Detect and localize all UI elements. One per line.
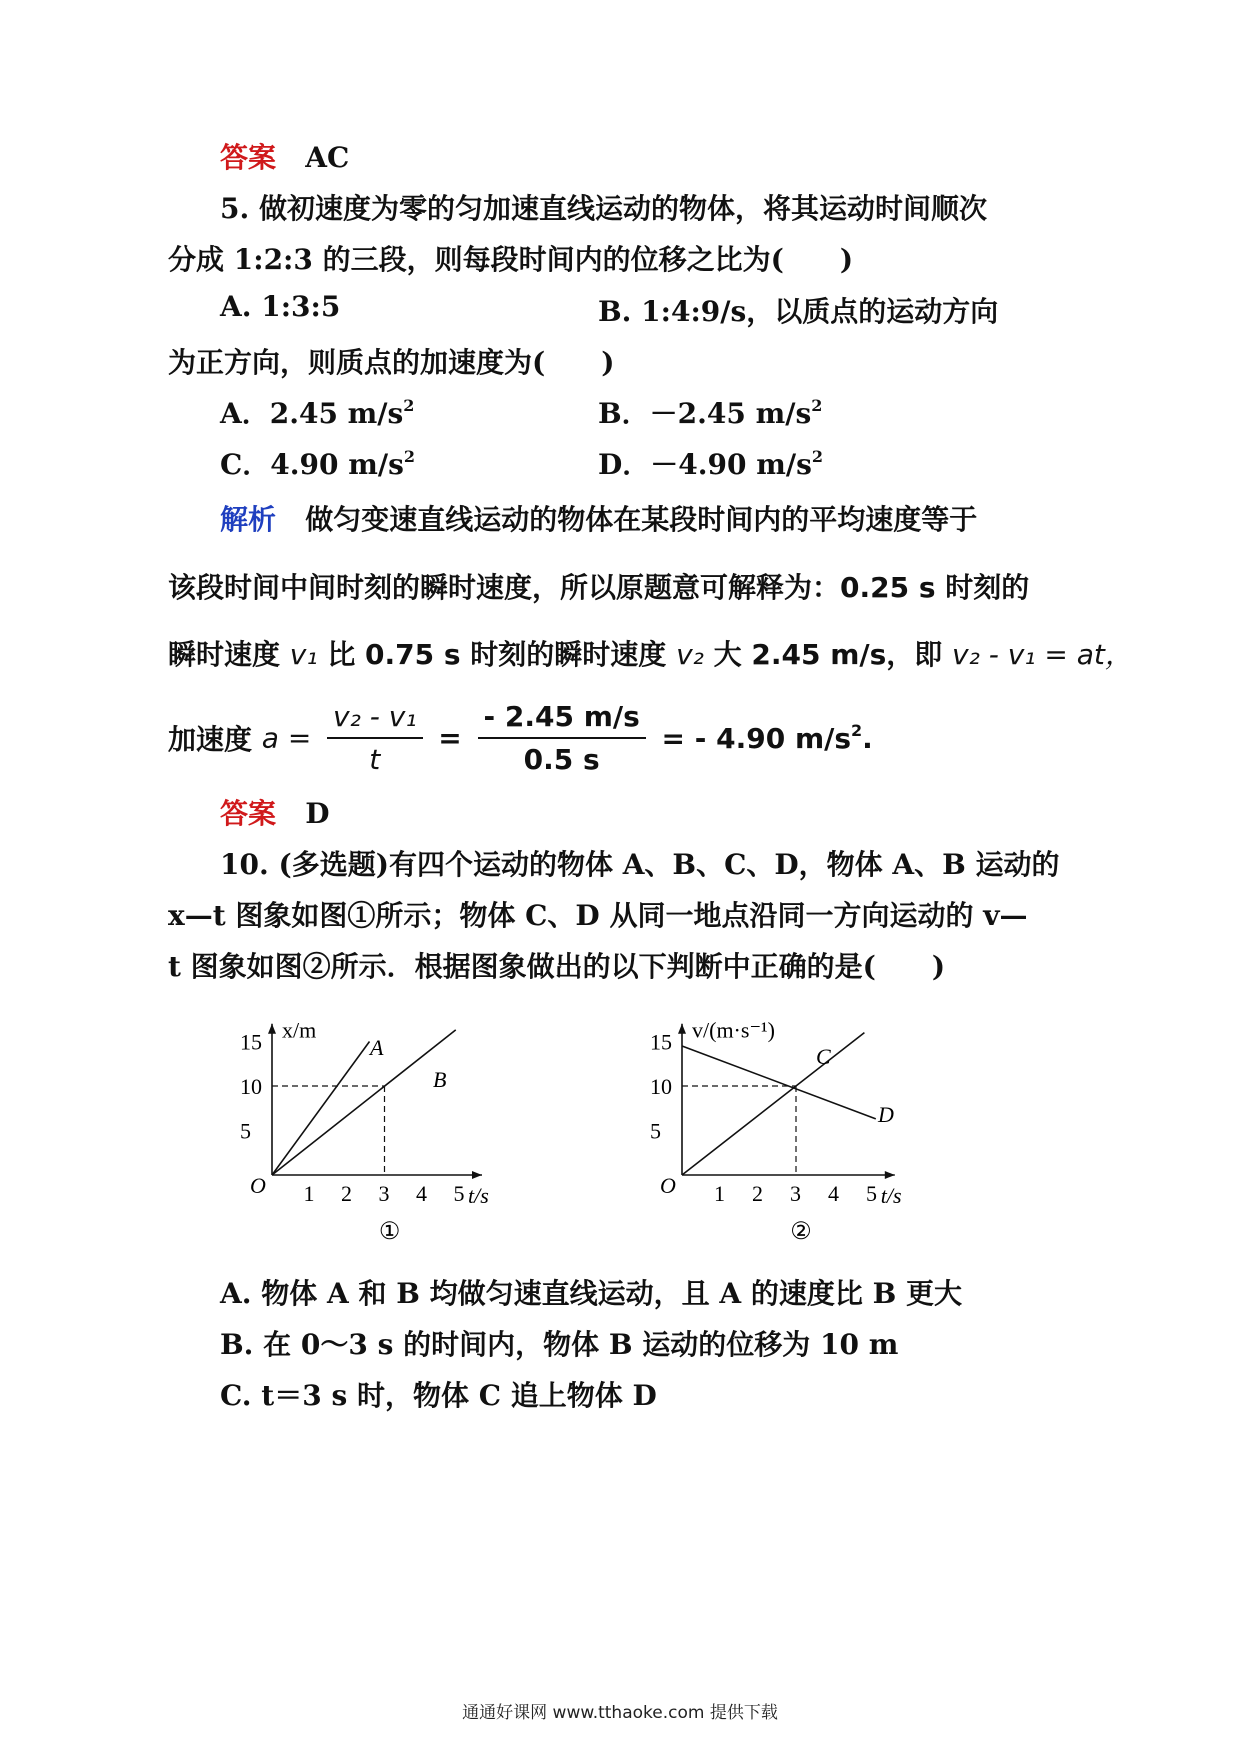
fraction-2: $\frac{- 2.45 m/s}{0.5 s}$	[478, 700, 646, 776]
y-axis-arrow	[268, 1024, 276, 1034]
analysis-label: 解析	[220, 503, 277, 536]
x-tick-label: 1	[303, 1181, 315, 1206]
series-label-a: A	[370, 1035, 384, 1060]
answer-line-top	[220, 136, 349, 176]
y-tick-label: 10	[240, 1074, 262, 1099]
series-line-b	[272, 1030, 456, 1175]
footer-text: 通通好课网 www.tthaoke.com 提供下载	[462, 1703, 778, 1723]
x-tick-label: 2	[341, 1181, 352, 1206]
series-line-a	[272, 1042, 370, 1176]
y-tick-label: 10	[650, 1074, 672, 1099]
chart-vt-graph	[640, 1000, 940, 1255]
q5-option-b: B. 1:4:9/s，以质点的运动方向	[598, 295, 999, 328]
answer-value: D	[305, 797, 330, 830]
series-label-d: D	[878, 1102, 894, 1127]
q5b-option-b: B．－2.45 $m/s^2$	[598, 396, 823, 430]
x-axis-arrow	[472, 1171, 482, 1179]
origin-label: O	[250, 1173, 266, 1198]
chart-caption: ②	[790, 1219, 812, 1245]
x-tick-label: 1	[714, 1181, 725, 1206]
x-axis-label: t/s	[468, 1183, 489, 1208]
q5-line2: 分成 1:2:3 的三段，则每段时间内的位移之比为( )	[168, 243, 854, 276]
x-tick-label: 5	[453, 1181, 465, 1206]
y-tick-label: 15	[240, 1029, 262, 1055]
q10-line1: 10. (多选题)有四个运动的物体 A、B、C、D，物体 A、B 运动的	[220, 848, 1060, 881]
answer-label: 答案	[220, 797, 277, 830]
x-tick-label: 4	[416, 1181, 427, 1206]
chart-caption: ①	[378, 1219, 401, 1245]
x-tick-label: 5	[866, 1181, 877, 1206]
x-tick-label: 2	[752, 1181, 763, 1206]
series-line-d	[682, 1046, 876, 1119]
y-axis-arrow	[678, 1024, 686, 1034]
origin-label: O	[660, 1173, 676, 1198]
analysis-line3: 瞬时速度 v₁ 比 0.75 s 时刻的瞬时速度 v₂ 大 2.45 m/s，即 v₂ - v₁ = at，	[168, 638, 1133, 671]
chart-xt-graph	[230, 1005, 530, 1255]
q5-line-continue: 为正方向，则质点的加速度为( )	[168, 346, 615, 379]
x-tick-label: 3	[378, 1181, 390, 1206]
q5-line1: 5. 做初速度为零的匀加速直线运动的物体，将其运动时间顺次	[220, 192, 987, 225]
y-axis-label: x/m	[282, 1017, 317, 1043]
analysis-line2: 该段时间中间时刻的瞬时速度，所以原题意可解释为：0.25 s 时刻的	[168, 571, 1030, 604]
q10-option-b: B. 在 0～3 s 的时间内，物体 B 运动的位移为 10 m	[220, 1328, 899, 1361]
q10-option-a: A. 物体 A 和 B 均做匀速直线运动，且 A 的速度比 B 更大	[220, 1277, 962, 1310]
q5b-option-d: D．－4.90 $m/s^2$	[598, 447, 823, 481]
q10-option-c: C. t＝3 s 时，物体 C 追上物体 D	[220, 1379, 657, 1412]
y-tick-label: 15	[650, 1029, 672, 1055]
series-label-b: B	[433, 1067, 447, 1092]
answer-line-2	[220, 792, 330, 832]
x-tick-label: 4	[828, 1181, 839, 1206]
q10-line3: t 图象如图②所示．根据图象做出的以下判断中正确的是( )	[168, 950, 946, 983]
q5b-option-c: C．4.90 $m/s^2$	[220, 447, 415, 481]
fraction-1: $\frac{\text{v₂ - v₁}}{t}$	[327, 700, 423, 776]
q5-option-a: A. 1:3:5	[220, 290, 341, 323]
analysis-formula: 加速度 a = $\frac{\text{v₂ - v₁}}{t}$ = $\frac{- 2.45 m/s}{0.5 s}$ = - 4.90 $m/s^2$.	[168, 700, 873, 776]
answer-label: 答案	[220, 141, 277, 174]
analysis-line1: 解析 做匀变速直线运动的物体在某段时间内的平均速度等于	[220, 503, 978, 536]
y-tick-label: 5	[240, 1118, 251, 1144]
x-axis-label: t/s	[880, 1183, 902, 1208]
x-axis-arrow	[885, 1171, 895, 1179]
q5b-option-a: A．2.45 $m/s^2$	[220, 396, 415, 430]
q10-line2: x—t 图象如图①所示；物体 C、D 从同一地点沿同一方向运动的 v—	[168, 899, 1028, 932]
y-axis-label: v/(m·s⁻¹)	[692, 1017, 775, 1043]
series-label-c: C	[816, 1044, 831, 1069]
y-tick-label: 5	[650, 1118, 661, 1144]
x-tick-label: 3	[790, 1181, 801, 1206]
answer-value: AC	[305, 141, 350, 174]
